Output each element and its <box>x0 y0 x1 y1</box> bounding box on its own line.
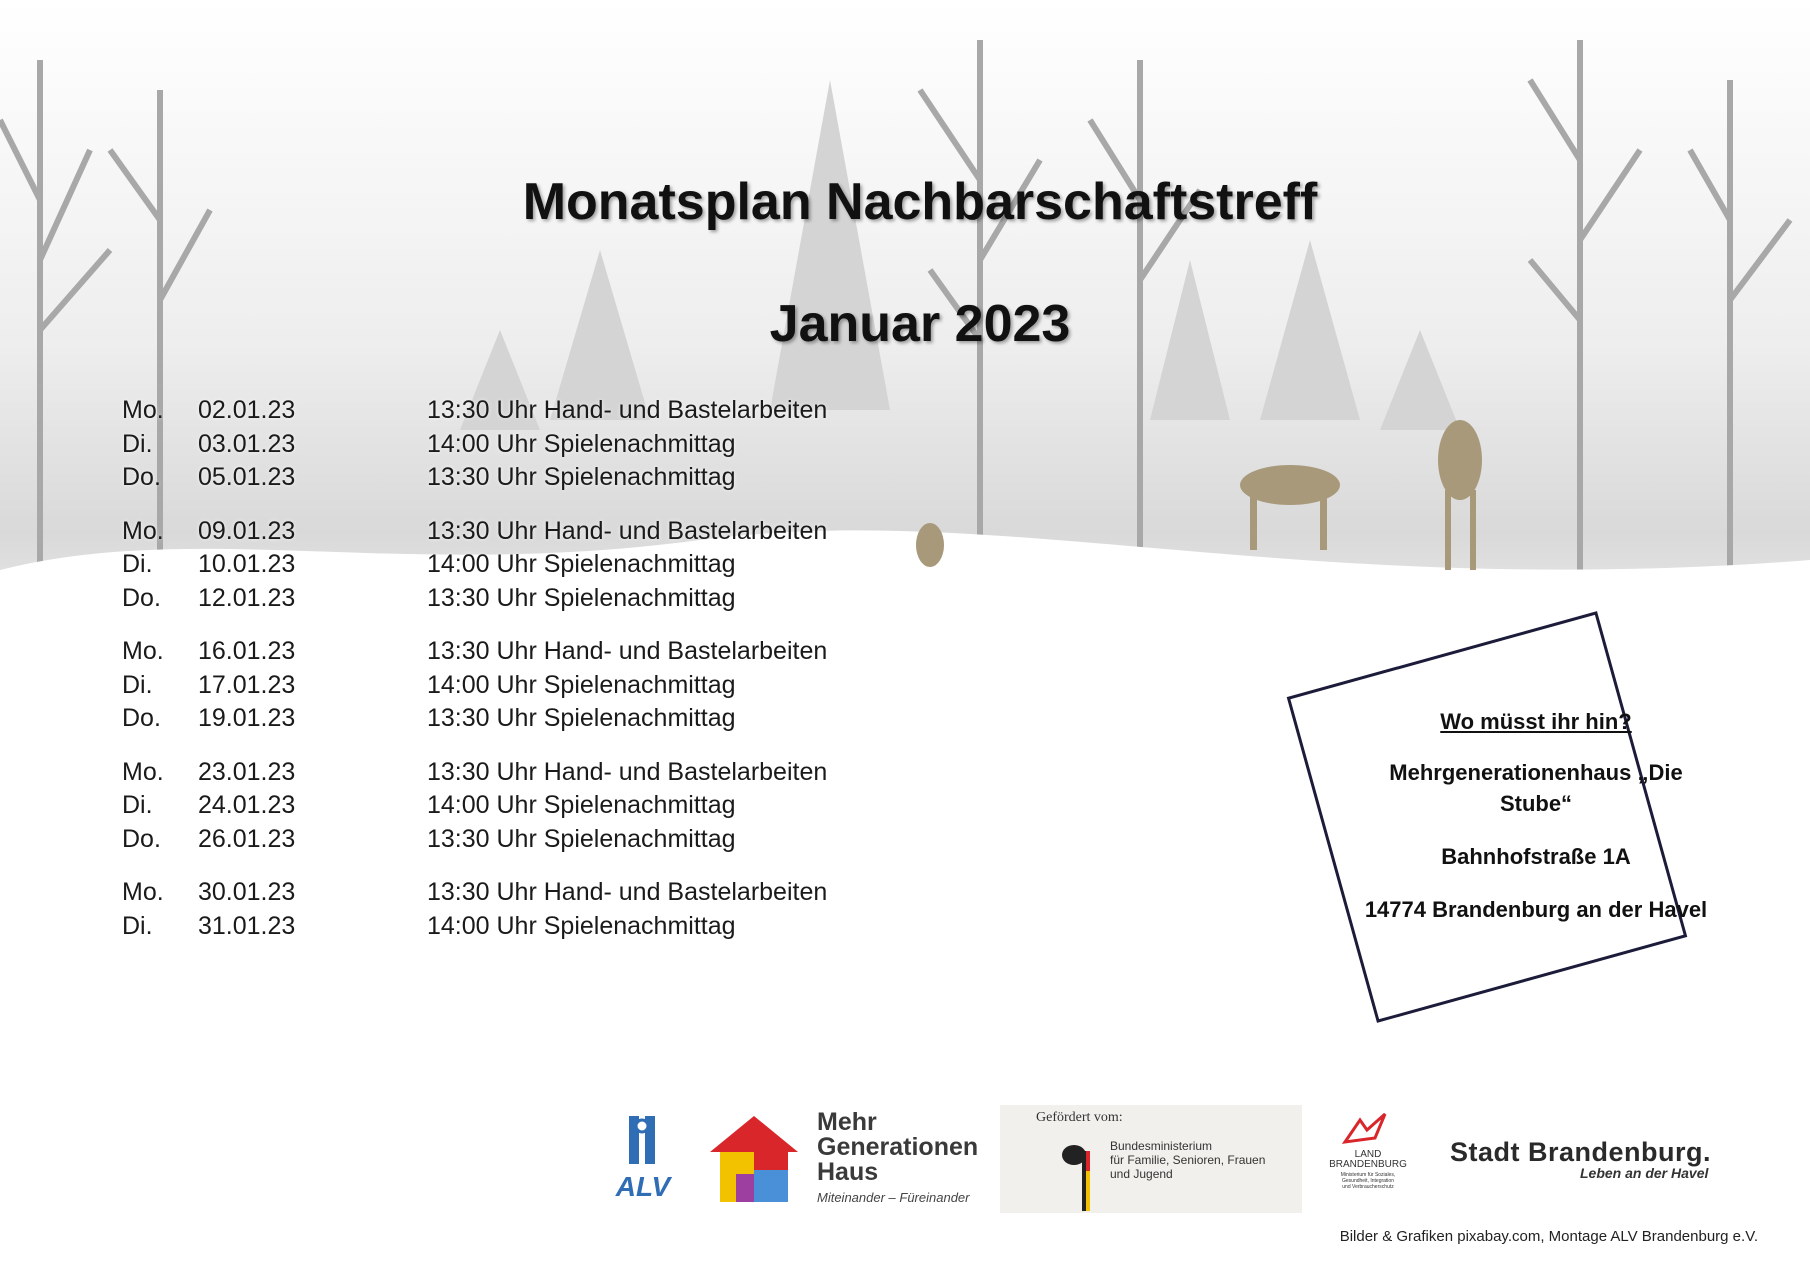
schedule-row <box>122 394 1022 428</box>
stadt-brandenburg-logo: Stadt Brandenburg. <box>1450 1137 1712 1167</box>
schedule-row <box>122 428 1022 462</box>
image-credit: Bilder & Grafiken pixabay.com, Montage ALV Brandenburg e.V. <box>1339 1228 1758 1245</box>
schedule-row <box>122 548 1022 582</box>
weekday: Do. <box>122 583 161 612</box>
bmfsfj-logo <box>1000 1105 1302 1213</box>
location-question: Wo müsst ihr hin? <box>1440 709 1632 734</box>
event: 14:00 Uhr Spielenachmittag <box>427 550 736 578</box>
location-city: 14774 Brandenburg an der Havel <box>1364 897 1708 922</box>
mgh-line-1: Mehr <box>817 1108 877 1136</box>
gefoerdert-label: Gefördert vom: <box>1036 1110 1123 1125</box>
date: 23.01.23 <box>198 757 296 786</box>
event: 13:30 Uhr Hand- und Bastelarbeiten <box>427 878 828 906</box>
mgh-line-3: Haus <box>817 1158 879 1186</box>
schedule-row <box>122 461 1022 495</box>
date: 12.01.23 <box>198 583 296 612</box>
mehrgenerationenhaus-house-icon <box>706 1112 802 1208</box>
mgh-line-2: Generationen <box>817 1133 979 1161</box>
date: 10.01.23 <box>198 550 296 578</box>
weekday: Mo. <box>122 396 164 424</box>
weekday: Do. <box>122 824 161 853</box>
date: 16.01.23 <box>198 637 296 665</box>
date: 17.01.23 <box>198 670 296 699</box>
schedule-week <box>122 394 1022 495</box>
location-info <box>1360 706 1712 947</box>
location-place: Mehrgenerationenhaus „Die Stube“ <box>1389 760 1683 816</box>
schedule-week <box>122 876 1022 943</box>
event: 14:00 Uhr Spielenachmittag <box>427 429 736 458</box>
weekday: Do. <box>122 704 161 732</box>
mehrgenerationenhaus-logo-text <box>817 1110 978 1185</box>
schedule-week <box>122 635 1022 736</box>
land-brandenburg-logo <box>1318 1150 1418 1190</box>
event: 13:30 Uhr Spielenachmittag <box>427 704 736 732</box>
land-ministry-text: Ministerium für Soziales, Gesundheit, Integration und Verbraucherschutz <box>1340 1172 1396 1190</box>
weekday: Mo. <box>122 757 164 786</box>
stadt-brandenburg-slogan: Leben an der Havel <box>1580 1165 1709 1181</box>
event: 13:30 Uhr Hand- und Bastelarbeiten <box>427 637 828 665</box>
ministry-name: Bundesministerium für Familie, Senioren, Frauen und Jugend <box>1110 1139 1266 1181</box>
location-street: Bahnhofstraße 1A <box>1441 844 1631 869</box>
weekday: Di. <box>122 429 153 458</box>
schedule-week <box>122 756 1022 857</box>
schedule-row <box>122 582 1022 616</box>
event: 13:30 Uhr Hand- und Bastelarbeiten <box>427 757 828 786</box>
weekday: Di. <box>122 670 153 699</box>
page-title: Monatsplan Nachbarschaftstreff <box>522 173 1318 231</box>
date: 24.01.23 <box>198 791 296 819</box>
event: 13:30 Uhr Spielenachmittag <box>427 583 736 612</box>
schedule-week <box>122 515 1022 616</box>
schedule-row <box>122 823 1022 857</box>
schedule-row <box>122 702 1022 736</box>
weekday: Mo. <box>122 516 164 545</box>
date: 19.01.23 <box>198 704 296 732</box>
alv-logo <box>605 1112 681 1202</box>
alv-logo-text: ALV <box>615 1171 671 1202</box>
weekday: Mo. <box>122 637 164 665</box>
date: 03.01.23 <box>198 429 296 458</box>
date: 02.01.23 <box>198 396 296 424</box>
mgh-slogan: Miteinander – Füreinander <box>817 1190 970 1205</box>
weekday: Mo. <box>122 878 164 906</box>
weekday: Di. <box>122 791 153 819</box>
event: 13:30 Uhr Spielenachmittag <box>427 824 736 853</box>
event: 13:30 Uhr Hand- und Bastelarbeiten <box>427 516 828 545</box>
schedule-row <box>122 910 1022 944</box>
weekday: Do. <box>122 463 161 491</box>
date: 09.01.23 <box>198 516 296 545</box>
schedule-row <box>122 515 1022 549</box>
event: 14:00 Uhr Spielenachmittag <box>427 670 736 699</box>
schedule-row <box>122 876 1022 910</box>
date: 05.01.23 <box>198 463 296 491</box>
event: 14:00 Uhr Spielenachmittag <box>427 911 736 940</box>
date: 31.01.23 <box>198 911 296 940</box>
page-subtitle: Januar 2023 <box>769 295 1071 353</box>
schedule-row <box>122 635 1022 669</box>
weekday: Di. <box>122 550 153 578</box>
schedule-row <box>122 756 1022 790</box>
schedule-row <box>122 669 1022 703</box>
event: 13:30 Uhr Hand- und Bastelarbeiten <box>427 396 828 424</box>
schedule-row <box>122 789 1022 823</box>
weekday: Di. <box>122 911 153 940</box>
date: 30.01.23 <box>198 878 296 906</box>
land-brandenburg-text: LAND BRANDENBURG <box>1329 1149 1407 1170</box>
date: 26.01.23 <box>198 824 296 853</box>
schedule-list <box>122 394 1022 963</box>
federal-eagle-icon <box>1058 1141 1094 1211</box>
event: 13:30 Uhr Spielenachmittag <box>427 463 736 491</box>
event: 14:00 Uhr Spielenachmittag <box>427 791 736 819</box>
brandenburg-eagle-icon <box>1335 1112 1395 1152</box>
